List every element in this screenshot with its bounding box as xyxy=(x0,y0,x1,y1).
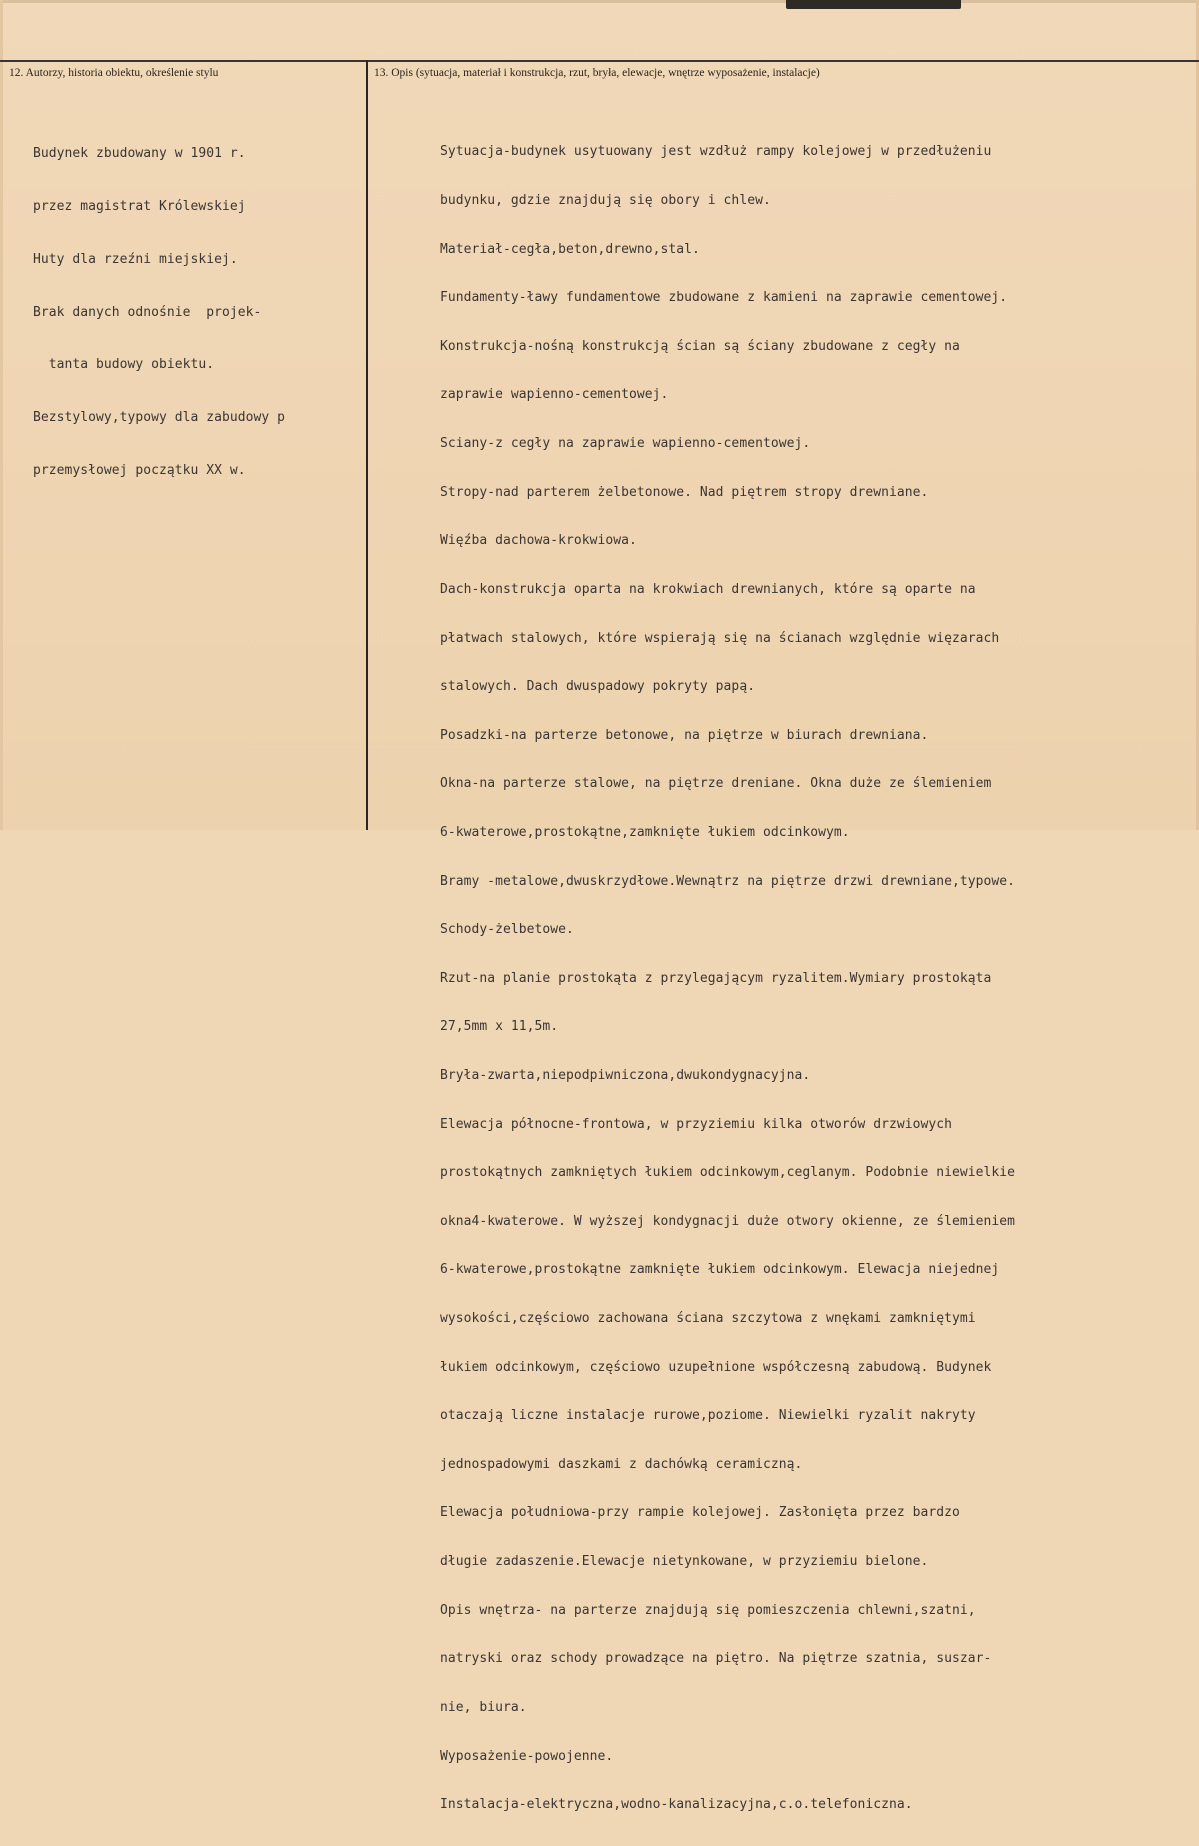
text-line: Budynek zbudowany w 1901 r. xyxy=(33,146,246,162)
text-line: Opis wnętrza- na parterze znajdują się pomieszczenia chlewni,szatni, xyxy=(440,1602,976,1618)
text-line: łukiem odcinkowym, częściowo uzupełnione współczesną zabudową. Budynek xyxy=(440,1359,992,1375)
text-line: Materiał-cegła,beton,drewno,stal. xyxy=(440,241,700,257)
text-line: Stropy-nad parterem żelbetonowe. Nad piętrem stropy drewniane. xyxy=(440,484,929,500)
text-line: Sciany-z cegły na zaprawie wapienno-cementowej. xyxy=(440,436,811,452)
text-line: Bryła-zwarta,niepodpiwniczona,dwukondygnacyjna. xyxy=(440,1067,811,1083)
text-line: płatwach stalowych, które wspierają się na ścianach względnie więzarach xyxy=(440,630,1000,646)
card-left-edge xyxy=(0,0,3,830)
text-line: natryski oraz schody prowadzące na piętro. Na piętrze szatnia, suszar- xyxy=(440,1651,992,1667)
text-line: zaprawie wapienno-cementowej. xyxy=(440,387,669,403)
text-line: budynku, gdzie znajdują się obory i chlew. xyxy=(440,193,771,209)
text-line: Brak danych odnośnie projek- xyxy=(33,304,262,320)
text-line: Sytuacja-budynek usytuowany jest wzdłuż rampy kolejowej w przedłużeniu xyxy=(440,144,992,160)
text-line: prostokątnych zamkniętych łukiem odcinkowym,ceglanym. Podobnie niewielkie xyxy=(440,1165,1015,1181)
text-line: Wyposażenie-powojenne. xyxy=(440,1748,614,1764)
form-vertical-rule xyxy=(366,60,368,830)
tape-strip xyxy=(786,0,961,9)
text-line: Huty dla rzeźni miejskiej. xyxy=(33,251,238,267)
text-line: 6-kwaterowe,prostokątne zamknięte łukiem odcinkowym. Elewacja niejednej xyxy=(440,1262,1000,1278)
text-line: Elewacja południowa-przy rampie kolejowej. Zasłonięta przez bardzo xyxy=(440,1505,960,1521)
text-line: Bramy -metalowe,dwuskrzydłowe.Wewnątrz na piętrze drzwi drewniane,typowe. xyxy=(440,873,1015,889)
text-line: wysokości,częściowo zachowana ściana szczytowa z wnękami zamkniętymi xyxy=(440,1311,976,1327)
description-text xyxy=(440,112,1015,1846)
text-line: długie zadaszenie.Elewacje nietynkowane, w przyziemiu bielone. xyxy=(440,1554,929,1570)
text-line: jednospadowymi daszkami z dachówką ceramiczną. xyxy=(440,1456,803,1472)
text-line: przez magistrat Królewskiej xyxy=(33,198,246,214)
text-line: przemysłowej początku XX w. xyxy=(33,462,246,478)
authors-history-text xyxy=(33,110,285,515)
section-12-label: 12. Autorzy, historia obiektu, określenie stylu xyxy=(9,67,219,79)
text-line: tanta budowy obiektu. xyxy=(33,357,215,373)
text-line: Schody-żelbetowe. xyxy=(440,922,574,938)
text-line: Fundamenty-ławy fundamentowe zbudowane z kamieni na zaprawie cementowej. xyxy=(440,290,1008,306)
text-line: Elewacja północne-frontowa, w przyziemiu kilka otworów drzwiowych xyxy=(440,1116,952,1132)
text-line: Więźba dachowa-krokwiowa. xyxy=(440,533,637,549)
text-line: Rzut-na planie prostokąta z przylegającym ryzalitem.Wymiary prostokąta xyxy=(440,970,992,986)
text-line: Okna-na parterze stalowe, na piętrze dreniane. Okna duże ze ślemieniem xyxy=(440,776,992,792)
text-line: Dach-konstrukcja oparta na krokwiach drewnianych, które są oparte na xyxy=(440,581,976,597)
text-line: nie, biura. xyxy=(440,1699,527,1715)
text-line: Konstrukcja-nośną konstrukcją ścian są ściany zbudowane z cegły na xyxy=(440,338,960,354)
card-top-edge xyxy=(0,0,1199,3)
text-line: 6-kwaterowe,prostokątne,zamknięte łukiem odcinkowym. xyxy=(440,824,850,840)
text-line: Instalacja-elektryczna,wodno-kanalizacyjna,c.o.telefoniczna. xyxy=(440,1797,913,1813)
text-line: otaczają liczne instalacje rurowe,poziome. Niewielki ryzalit nakryty xyxy=(440,1408,976,1424)
text-line: 27,5mm x 11,5m. xyxy=(440,1019,559,1035)
text-line: okna4-kwaterowe. W wyższej kondygnacji duże otwory okienne, ze ślemieniem xyxy=(440,1213,1015,1229)
text-line: stalowych. Dach dwuspadowy pokryty papą. xyxy=(440,679,756,695)
form-horizontal-rule xyxy=(0,60,1199,62)
section-13-label: 13. Opis (sytuacja, materiał i konstrukcja, rzut, bryła, elewacje, wnętrze wyposażenie, instalacje) xyxy=(374,67,820,79)
text-line: Bezstylowy,typowy dla zabudowy p xyxy=(33,410,286,426)
text-line: Posadzki-na parterze betonowe, na piętrze w biurach drewniana. xyxy=(440,727,929,743)
